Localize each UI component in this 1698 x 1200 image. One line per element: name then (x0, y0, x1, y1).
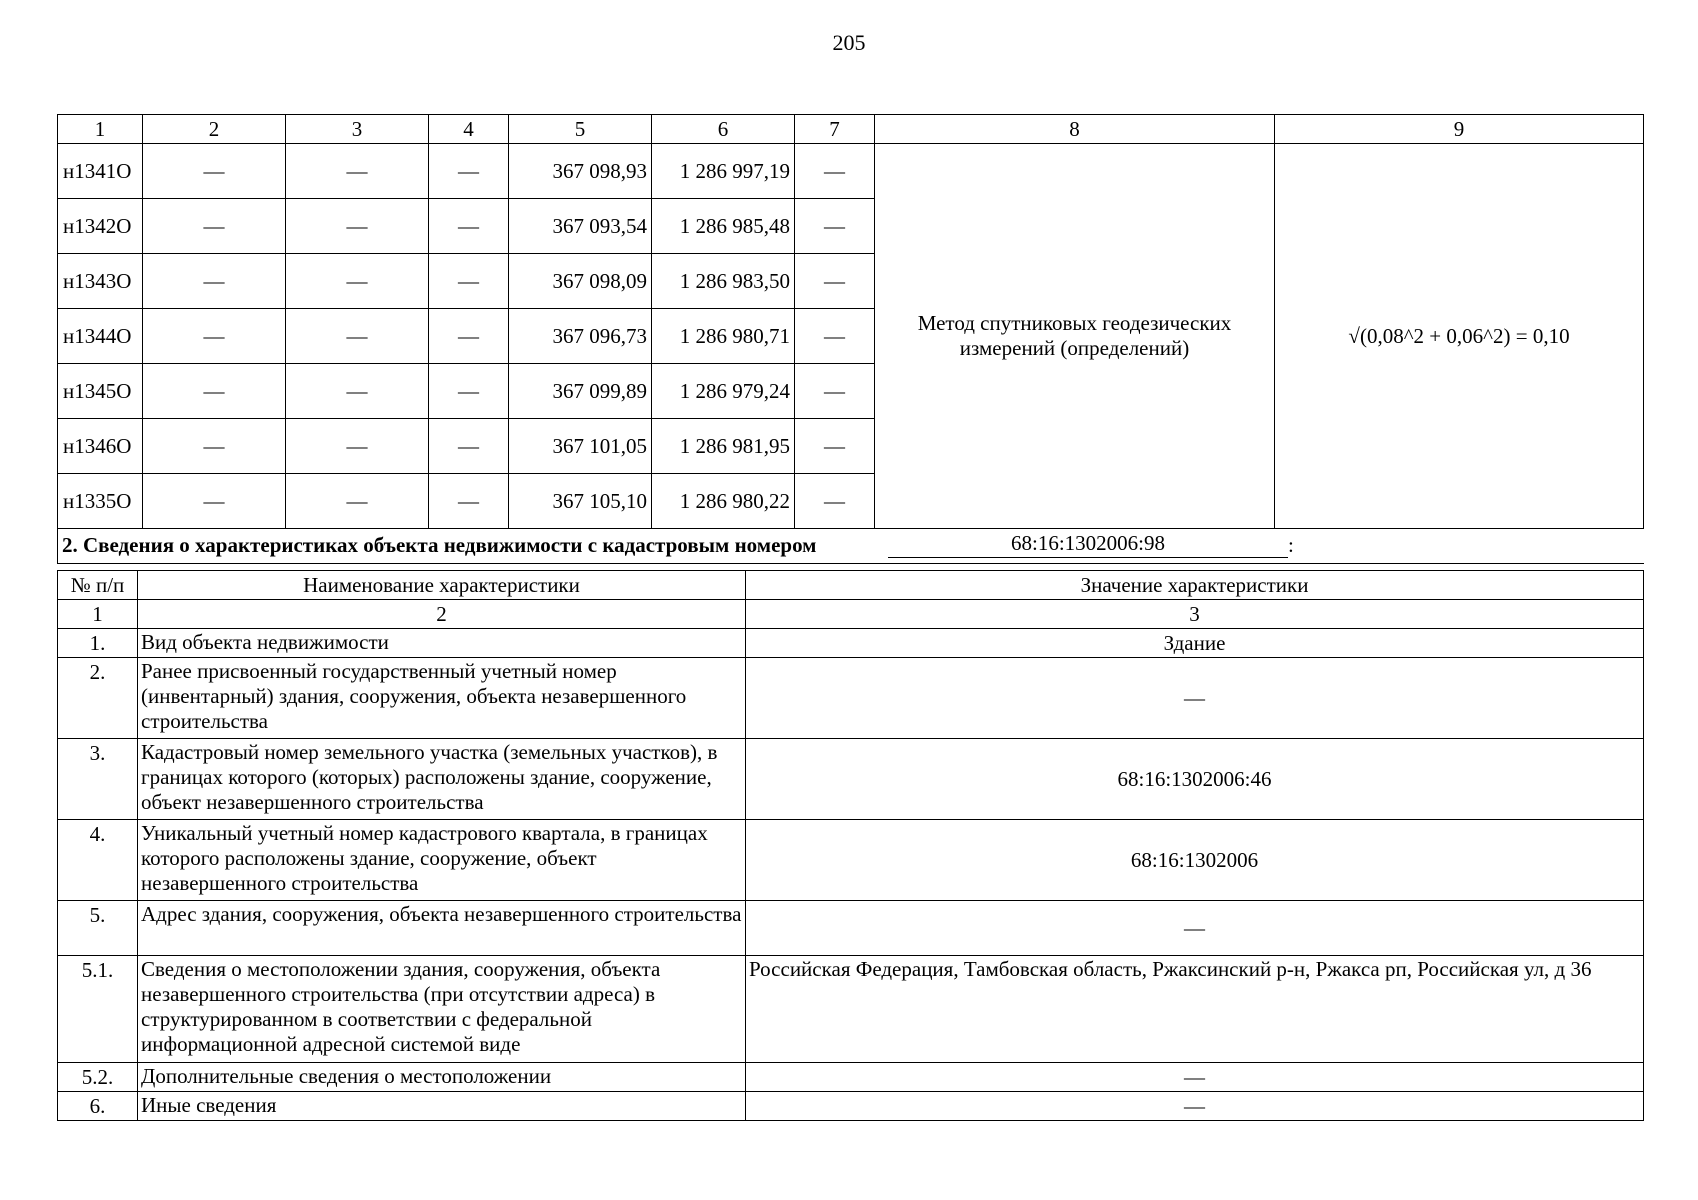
table-cell: — (286, 474, 429, 529)
table-cell: — (286, 309, 429, 364)
subheader-row (58, 600, 1644, 629)
characteristic-name: Вид объекта недвижимости (138, 629, 746, 658)
y-coordinate: 1 286 980,71 (652, 309, 795, 364)
row-index: 5.2. (58, 1063, 138, 1092)
table-cell: — (429, 474, 509, 529)
table-cell: — (795, 254, 875, 309)
table-cell: — (795, 144, 875, 199)
x-coordinate: 367 099,89 (509, 364, 652, 419)
table-row (58, 901, 1644, 956)
table-cell: — (795, 309, 875, 364)
point-name: н1335О (58, 474, 143, 529)
column-header: 1 (58, 115, 143, 144)
y-coordinate: 1 286 981,95 (652, 419, 795, 474)
table-cell: — (286, 364, 429, 419)
table-cell: — (429, 419, 509, 474)
column-header: 7 (795, 115, 875, 144)
table-cell: — (429, 309, 509, 364)
characteristic-value: — (746, 901, 1644, 956)
table-cell: — (143, 364, 286, 419)
characteristic-value: — (746, 1063, 1644, 1092)
characteristic-value: — (746, 1092, 1644, 1121)
table-row (58, 739, 1644, 820)
column-header: 5 (509, 115, 652, 144)
row-index: 5.1. (58, 956, 138, 1063)
characteristic-value: — (746, 658, 1644, 739)
table-cell: — (143, 199, 286, 254)
column-header: 3 (286, 115, 429, 144)
section-heading-row (58, 529, 1644, 564)
column-header: 8 (875, 115, 1275, 144)
x-coordinate: 367 096,73 (509, 309, 652, 364)
row-index: 6. (58, 1092, 138, 1121)
x-coordinate: 367 105,10 (509, 474, 652, 529)
x-coordinate: 367 101,05 (509, 419, 652, 474)
table-row (58, 956, 1644, 1063)
row-index: 1. (58, 629, 138, 658)
table-cell: — (143, 419, 286, 474)
row-index: 2. (58, 658, 138, 739)
point-name: н1341О (58, 144, 143, 199)
column-header: 2 (143, 115, 286, 144)
coordinates-table (57, 114, 1644, 564)
table-row (58, 1063, 1644, 1092)
table-cell: — (795, 364, 875, 419)
table-cell: — (429, 254, 509, 309)
row-index: 4. (58, 820, 138, 901)
section-heading (58, 529, 1644, 564)
table-cell: — (286, 144, 429, 199)
table-cell: — (143, 474, 286, 529)
table-cell: — (286, 419, 429, 474)
characteristic-value: 68:16:1302006 (746, 820, 1644, 901)
x-coordinate: 367 098,09 (509, 254, 652, 309)
accuracy-formula: √(0,08^2 + 0,06^2) = 0,10 (1275, 144, 1644, 529)
method-cell: Метод спутниковых геодезических измерений (определений) (875, 144, 1275, 529)
table-cell: — (795, 474, 875, 529)
colon: : (1288, 533, 1294, 557)
cadastral-number: 68:16:1302006:98 (888, 531, 1288, 558)
table-cell: — (143, 144, 286, 199)
point-name: н1345О (58, 364, 143, 419)
characteristic-name: Дополнительные сведения о местоположении (138, 1063, 746, 1092)
characteristic-value: Здание (746, 629, 1644, 658)
point-name: н1346О (58, 419, 143, 474)
column-number: 3 (746, 600, 1644, 629)
table-cell: — (429, 199, 509, 254)
column-header: Наименование характеристики (138, 571, 746, 600)
column-header: 4 (429, 115, 509, 144)
characteristic-name: Сведения о местоположении здания, сооружения, объекта незавершенного строительства (при отсутствии адреса) в структурированном в соответствии с федеральной информационной адресной системой виде (138, 956, 746, 1063)
table-cell: — (286, 199, 429, 254)
y-coordinate: 1 286 985,48 (652, 199, 795, 254)
table-row (58, 629, 1644, 658)
column-header: 6 (652, 115, 795, 144)
characteristic-name: Иные сведения (138, 1092, 746, 1121)
table-cell: — (286, 254, 429, 309)
table-cell: — (143, 309, 286, 364)
point-name: н1343О (58, 254, 143, 309)
header-row (58, 115, 1644, 144)
y-coordinate: 1 286 979,24 (652, 364, 795, 419)
characteristic-name: Адрес здания, сооружения, объекта незавершенного строительства (138, 901, 746, 956)
table-cell: — (143, 254, 286, 309)
row-index: 3. (58, 739, 138, 820)
table-row (58, 658, 1644, 739)
section-title: 2. Сведения о характеристиках объекта недвижимости с кадастровым номером (62, 533, 817, 557)
y-coordinate: 1 286 997,19 (652, 144, 795, 199)
table-cell: — (429, 364, 509, 419)
characteristics-table (57, 570, 1644, 1121)
y-coordinate: 1 286 980,22 (652, 474, 795, 529)
characteristic-value: Российская Федерация, Тамбовская область, Ржаксинский р-н, Ржакса рп, Российская ул, д 36 (746, 956, 1644, 1063)
table-row (58, 1092, 1644, 1121)
table-row (58, 820, 1644, 901)
column-number: 1 (58, 600, 138, 629)
table-cell: — (429, 144, 509, 199)
characteristic-name: Уникальный учетный номер кадастрового квартала, в границах которого расположены здание, сооружение, объект незавершенного строительства (138, 820, 746, 901)
table-row (58, 144, 1644, 199)
column-header: Значение характеристики (746, 571, 1644, 600)
characteristic-name: Ранее присвоенный государственный учетный номер (инвентарный) здания, сооружения, объекта незавершенного строительства (138, 658, 746, 739)
characteristic-value: 68:16:1302006:46 (746, 739, 1644, 820)
point-name: н1342О (58, 199, 143, 254)
table-cell: — (795, 199, 875, 254)
column-header: № п/п (58, 571, 138, 600)
characteristic-name: Кадастровый номер земельного участка (земельных участков), в границах которого (которых) расположены здание, сооружение, объект незавершенного строительства (138, 739, 746, 820)
x-coordinate: 367 098,93 (509, 144, 652, 199)
x-coordinate: 367 093,54 (509, 199, 652, 254)
point-name: н1344О (58, 309, 143, 364)
y-coordinate: 1 286 983,50 (652, 254, 795, 309)
header-row (58, 571, 1644, 600)
table-cell: — (795, 419, 875, 474)
row-index: 5. (58, 901, 138, 956)
column-header: 9 (1275, 115, 1644, 144)
page-number: 205 (832, 30, 866, 55)
column-number: 2 (138, 600, 746, 629)
